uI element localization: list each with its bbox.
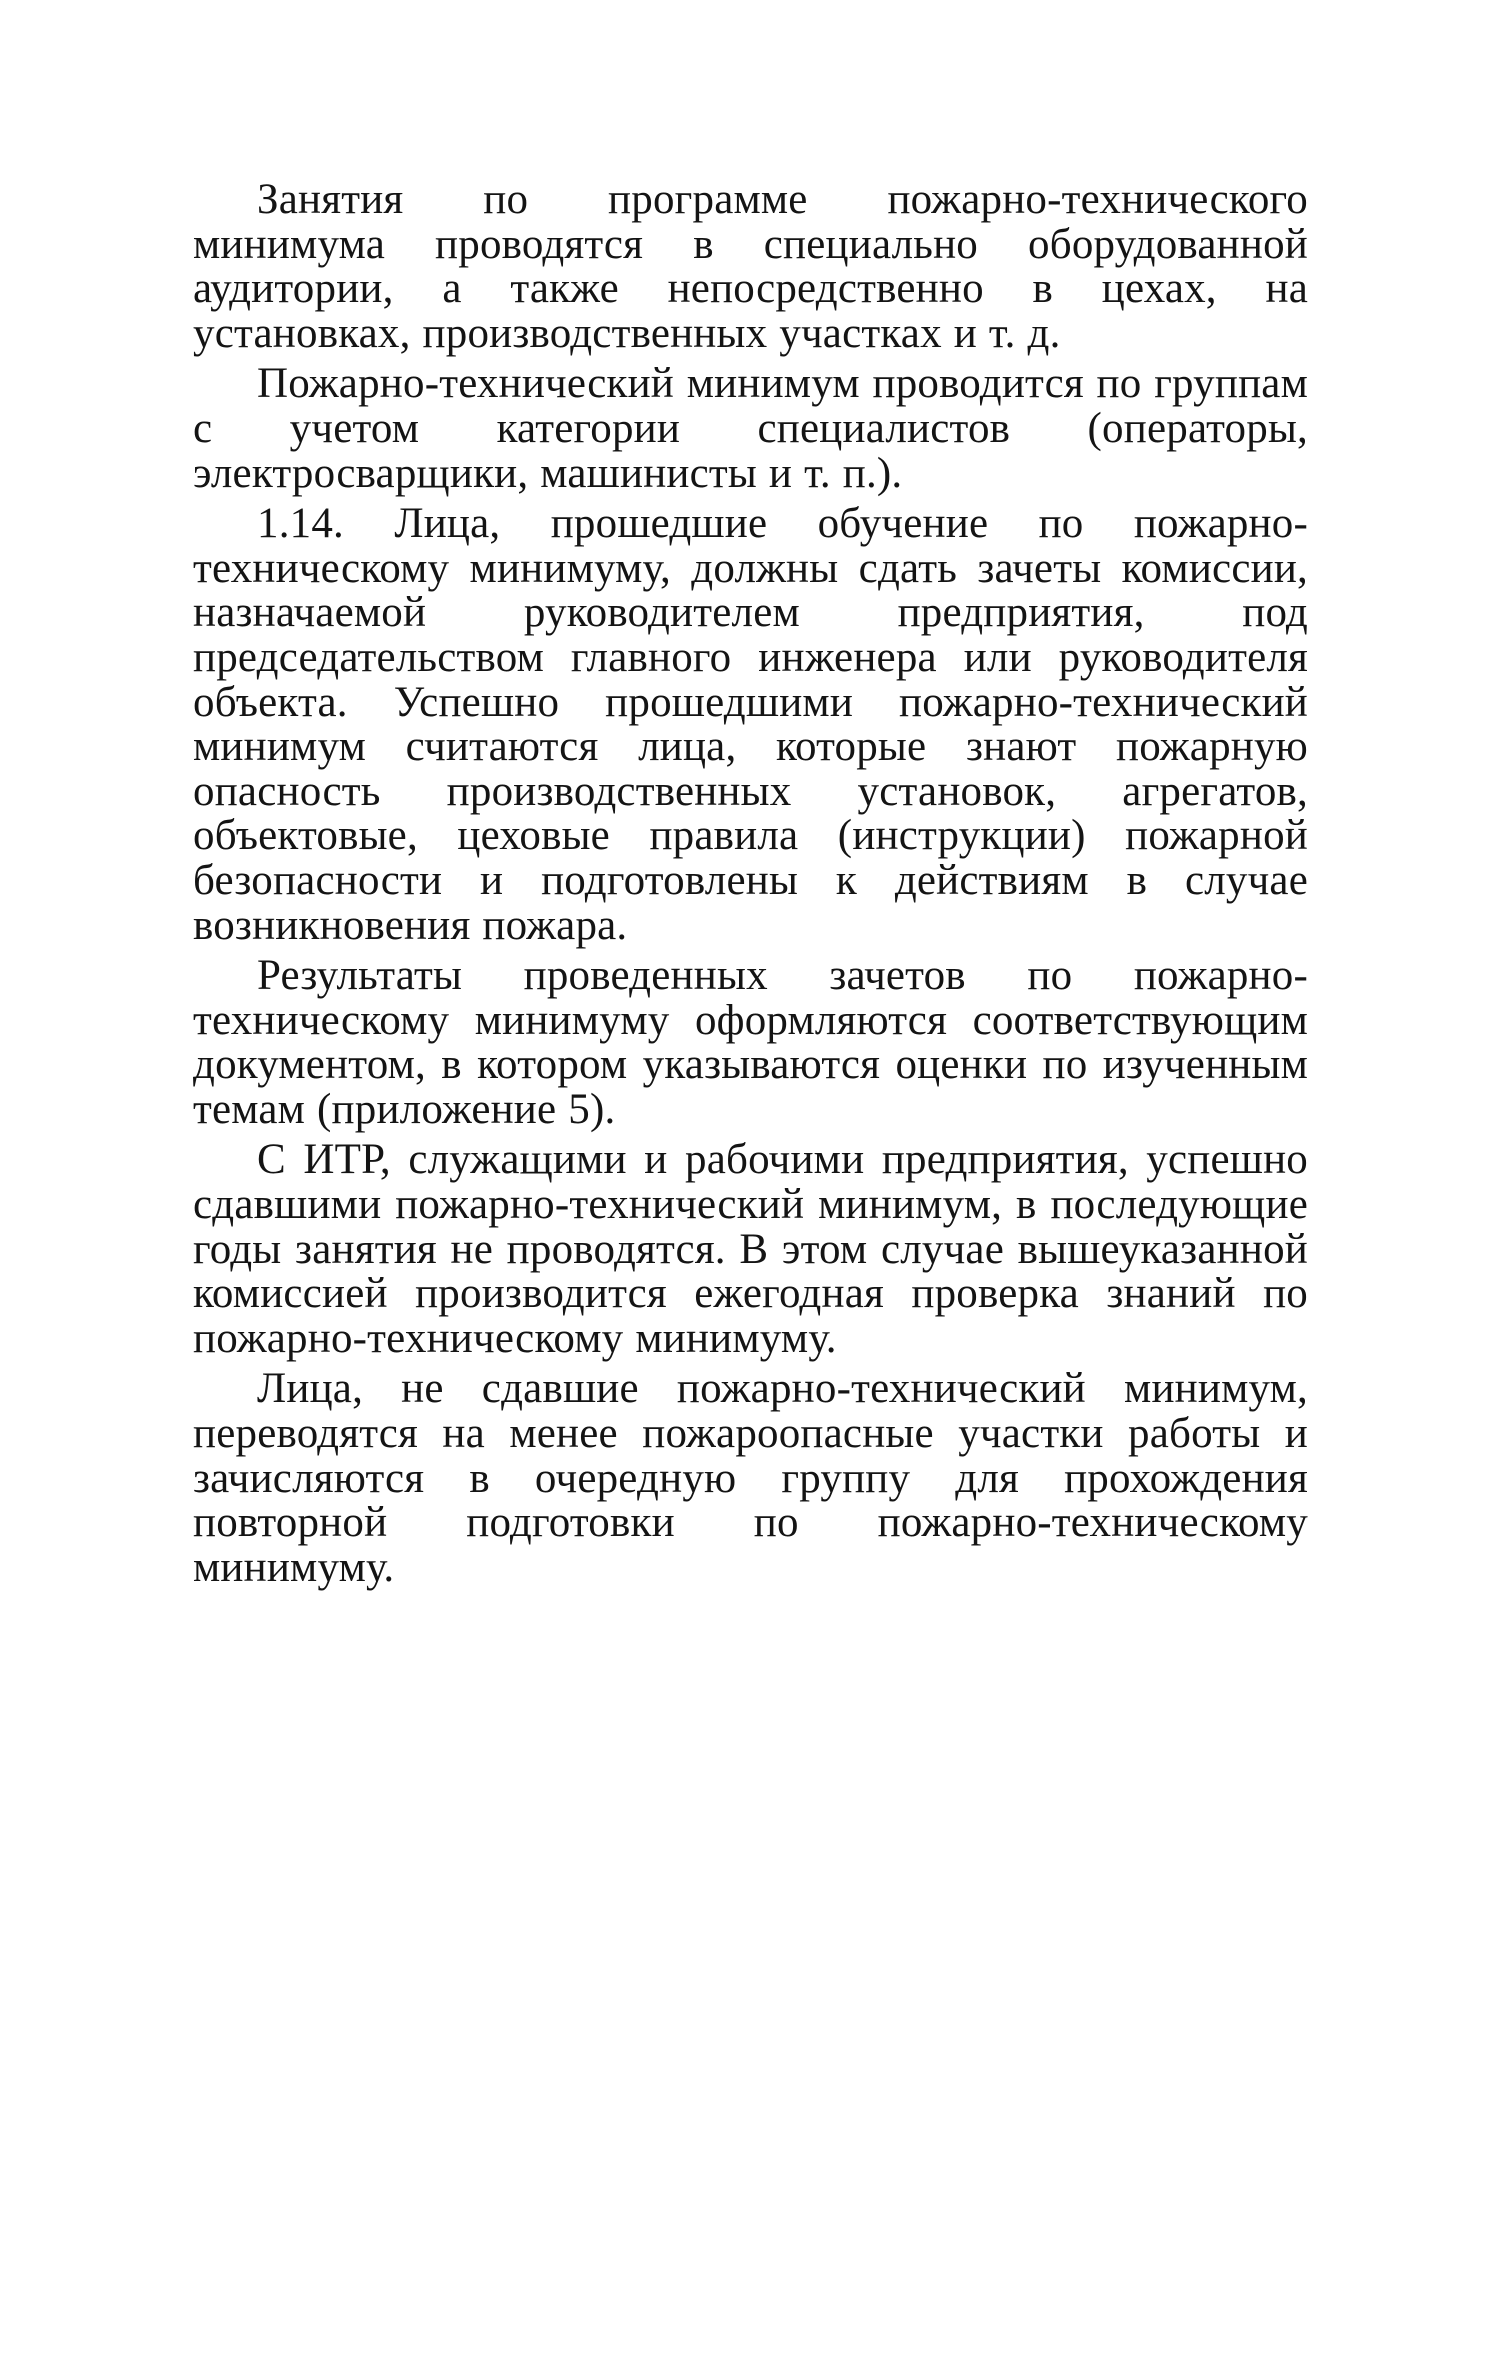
paragraph-4: Результаты проведенных зачетов по пожарно-техническому минимуму оформляются соответствующим документом, в котором указываются оценки по изученным темам (приложение 5). [193, 952, 1308, 1133]
paragraph-2: Пожарно-технический минимум проводится по группам с учетом категории специалистов (операторы, электросварщики, машинисты и т. п.). [193, 360, 1308, 497]
paragraph-5: С ИТР, служащими и рабочими предприятия, успешно сдавшими пожарно-технический минимум, в последующие годы занятия не проводятся. В этом случае вышеуказанной комиссией производится ежегодная проверка знаний по пожарно-техническому минимуму. [193, 1136, 1308, 1362]
body-text [193, 178, 1308, 1596]
paragraph-3: 1.14. Лица, прошедшие обучение по пожарно-техническому минимуму, должны сдать зачеты комиссии, назначаемой руководителем предприятия, под председательством главного инженера или руководителя объекта. Успешно прошедшими пожарно-технический минимум считаются лица, которые знают пожарную опасность производственных установок, агрегатов, объектовые, цеховые правила (инструкции) пожарной безопасности и подготовлены к действиям в случае возникновения пожара. [193, 500, 1308, 949]
paragraph-1: Занятия по программе пожарно-технического минимума проводятся в специально оборудованной аудитории, а также непосредственно в цехах, на установках, производственных участках и т. д. [193, 176, 1308, 357]
paragraph-6: Лица, не сдавшие пожарно-технический минимум, переводятся на менее пожароопасные участки работы и зачисляются в очередную группу для прохождения повторной подготовки по пожарно-техническому минимуму. [193, 1365, 1308, 1591]
